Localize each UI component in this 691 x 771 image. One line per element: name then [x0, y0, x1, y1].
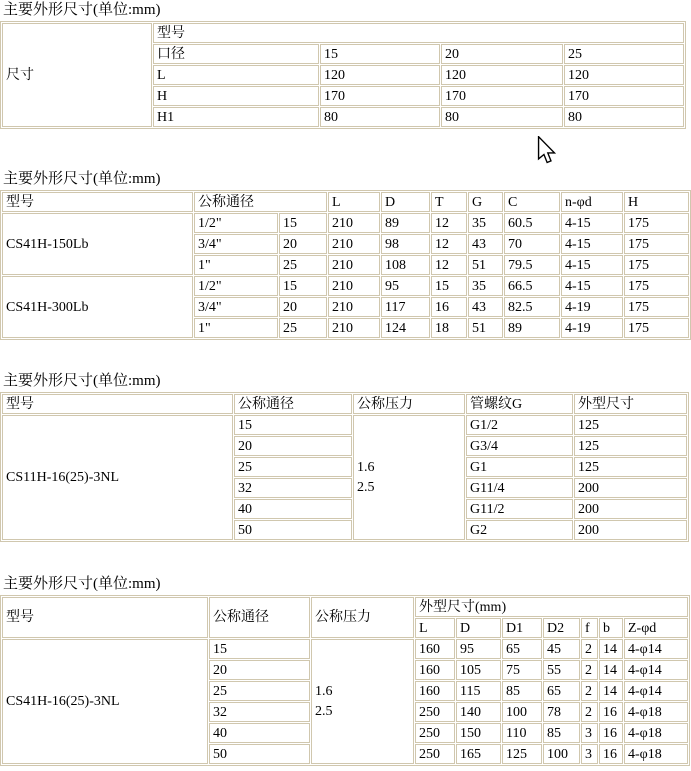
threaded-dimensions-table	[0, 392, 689, 542]
table-cell: 4-15	[561, 276, 623, 296]
column-header: 公称通径	[194, 192, 327, 212]
flanged-dimensions-table	[0, 595, 690, 766]
table-cell: 14	[599, 660, 623, 680]
table-cell: 40	[234, 499, 352, 519]
table-cell: 2	[581, 702, 598, 722]
table-cell: 15	[279, 213, 327, 233]
table-row	[2, 639, 688, 659]
table-cell: 250	[415, 744, 455, 764]
table-cell: 85	[502, 681, 542, 701]
column-header: D2	[543, 618, 580, 638]
model-cell: CS41H-300Lb	[2, 276, 193, 338]
table-cell: G3/4	[466, 436, 573, 456]
table-cell: 115	[456, 681, 501, 701]
table-cell: 250	[415, 723, 455, 743]
table-cell: 120	[320, 65, 440, 85]
table-cell: 20	[209, 660, 310, 680]
column-header: 型号	[2, 597, 208, 638]
table-cell: 210	[328, 276, 380, 296]
table-cell: 15	[279, 276, 327, 296]
arrow-cursor-icon	[539, 137, 555, 163]
table-cell: 15	[234, 415, 352, 435]
column-header: D1	[502, 618, 542, 638]
table-cell: 20	[279, 297, 327, 317]
table-cell: 14	[599, 681, 623, 701]
section-cs41h-lb-dimensions	[0, 171, 691, 340]
table-cell: 175	[624, 234, 689, 254]
table-cell: 210	[328, 297, 380, 317]
table-cell: 95	[456, 639, 501, 659]
table-cell: 3/4"	[194, 297, 278, 317]
column-header: C	[504, 192, 560, 212]
table-cell: 210	[328, 255, 380, 275]
column-header: Z-φd	[624, 618, 688, 638]
model-cell: CS41H-16(25)-3NL	[2, 639, 208, 764]
column-header: n-φd	[561, 192, 623, 212]
pressure-cell	[311, 639, 414, 764]
table-cell: 1/2"	[194, 213, 278, 233]
table-cell: 4-19	[561, 318, 623, 338]
table-cell: 4-φ14	[624, 660, 688, 680]
section-title: 主要外形尺寸(单位:mm)	[3, 2, 161, 18]
pressure-value: 2.5	[315, 703, 333, 719]
column-header: L	[415, 618, 455, 638]
table-cell: 89	[504, 318, 560, 338]
section-title: 主要外形尺寸(单位:mm)	[3, 373, 161, 389]
column-header: 外型尺寸	[574, 394, 687, 414]
table-cell: 25	[279, 318, 327, 338]
table-cell: 65	[543, 681, 580, 701]
column-header: 管螺纹G	[466, 394, 573, 414]
table-cell: 117	[381, 297, 430, 317]
table-cell: G11/4	[466, 478, 573, 498]
table-cell: 125	[574, 457, 687, 477]
table-cell: 170	[564, 86, 684, 106]
table-cell: 51	[468, 318, 503, 338]
table-cell: 125	[574, 436, 687, 456]
table-cell: 95	[381, 276, 430, 296]
pressure-value: 1.6	[315, 683, 333, 699]
table-header-row	[2, 192, 689, 212]
table-cell: G1/2	[466, 415, 573, 435]
table-cell: 175	[624, 297, 689, 317]
table-cell: 15	[209, 639, 310, 659]
pressure-value: 1.6	[357, 459, 375, 475]
mouse-cursor	[537, 136, 556, 165]
column-header: G	[468, 192, 503, 212]
table-cell: 2	[581, 681, 598, 701]
column-header-model: 型号	[153, 23, 684, 43]
table-cell: 2	[581, 660, 598, 680]
section-summary-dimensions	[0, 2, 691, 129]
section-title: 主要外形尺寸(单位:mm)	[3, 171, 161, 187]
table-cell: 20	[441, 44, 563, 64]
table-cell: 160	[415, 681, 455, 701]
table-cell: 4-φ14	[624, 639, 688, 659]
table-cell: 12	[431, 213, 467, 233]
table-cell: 175	[624, 255, 689, 275]
table-cell: 200	[574, 478, 687, 498]
table-cell: 250	[415, 702, 455, 722]
table-cell: 25	[209, 681, 310, 701]
dimensions-summary-table	[0, 21, 686, 129]
row-label: H1	[153, 107, 319, 127]
table-cell: 4-15	[561, 213, 623, 233]
table-cell: 170	[320, 86, 440, 106]
model-cell: CS11H-16(25)-3NL	[2, 415, 233, 540]
table-cell: 55	[543, 660, 580, 680]
table-cell: 14	[599, 639, 623, 659]
table-cell: 175	[624, 213, 689, 233]
table-cell: 12	[431, 234, 467, 254]
column-header: 公称压力	[311, 597, 414, 638]
table-cell: 4-15	[561, 234, 623, 254]
table-cell: 105	[456, 660, 501, 680]
table-cell: 210	[328, 213, 380, 233]
column-header: H	[624, 192, 689, 212]
table-cell: 35	[468, 276, 503, 296]
table-cell: 120	[564, 65, 684, 85]
table-cell: 66.5	[504, 276, 560, 296]
table-cell: 160	[415, 639, 455, 659]
section-title: 主要外形尺寸(单位:mm)	[3, 576, 161, 592]
table-cell: 108	[381, 255, 430, 275]
table-cell: 100	[502, 702, 542, 722]
table-cell: 85	[543, 723, 580, 743]
column-header: L	[328, 192, 380, 212]
table-cell: 80	[441, 107, 563, 127]
table-cell: 18	[431, 318, 467, 338]
column-header-group: 外型尺寸(mm)	[415, 597, 688, 617]
table-cell: 80	[320, 107, 440, 127]
column-header: T	[431, 192, 467, 212]
table-cell: G2	[466, 520, 573, 540]
column-header: 型号	[2, 192, 193, 212]
table-row	[2, 213, 689, 233]
table-header-row	[2, 394, 687, 414]
table-cell: 170	[441, 86, 563, 106]
column-header: b	[599, 618, 623, 638]
table-cell: 140	[456, 702, 501, 722]
table-cell: 75	[502, 660, 542, 680]
table-cell: 2	[581, 639, 598, 659]
table-cell: 125	[574, 415, 687, 435]
table-cell: 89	[381, 213, 430, 233]
table-cell: 60.5	[504, 213, 560, 233]
table-cell: 25	[279, 255, 327, 275]
column-header: 公称通径	[234, 394, 352, 414]
table-cell: 210	[328, 234, 380, 254]
table-cell: 4-φ18	[624, 744, 688, 764]
table-cell: 20	[234, 436, 352, 456]
table-cell: 40	[209, 723, 310, 743]
table-cell: 3	[581, 723, 598, 743]
table-cell: 20	[279, 234, 327, 254]
model-dimensions-table	[0, 190, 691, 340]
table-cell: 120	[441, 65, 563, 85]
section-cs11h-dimensions	[0, 373, 691, 542]
table-cell: 160	[415, 660, 455, 680]
table-cell: 175	[624, 318, 689, 338]
table-cell: 80	[564, 107, 684, 127]
table-cell: 25	[234, 457, 352, 477]
table-cell: 1"	[194, 318, 278, 338]
table-cell: 4-15	[561, 255, 623, 275]
column-header: f	[581, 618, 598, 638]
table-cell: 200	[574, 499, 687, 519]
table-cell: 110	[502, 723, 542, 743]
table-cell: 35	[468, 213, 503, 233]
table-cell: 51	[468, 255, 503, 275]
row-label: H	[153, 86, 319, 106]
table-cell: 100	[543, 744, 580, 764]
table-cell: 150	[456, 723, 501, 743]
table-cell: 25	[564, 44, 684, 64]
table-cell: 32	[209, 702, 310, 722]
table-header-row	[2, 597, 688, 617]
table-cell: 15	[320, 44, 440, 64]
table-cell: 124	[381, 318, 430, 338]
table-cell: 98	[381, 234, 430, 254]
table-row	[2, 415, 687, 435]
table-cell: 165	[456, 744, 501, 764]
table-cell: 50	[209, 744, 310, 764]
table-cell: G11/2	[466, 499, 573, 519]
table-cell: 78	[543, 702, 580, 722]
table-cell: 210	[328, 318, 380, 338]
table-row	[2, 276, 689, 296]
table-cell: 45	[543, 639, 580, 659]
column-header: D	[456, 618, 501, 638]
table-cell: 16	[599, 723, 623, 743]
table-cell: G1	[466, 457, 573, 477]
table-cell: 70	[504, 234, 560, 254]
model-cell: CS41H-150Lb	[2, 213, 193, 275]
table-cell: 1"	[194, 255, 278, 275]
table-cell: 4-φ14	[624, 681, 688, 701]
table-cell: 15	[431, 276, 467, 296]
table-cell: 82.5	[504, 297, 560, 317]
column-header: 公称通径	[209, 597, 310, 638]
pressure-value: 2.5	[357, 479, 375, 495]
table-cell: 125	[502, 744, 542, 764]
table-cell: 16	[431, 297, 467, 317]
table-cell: 12	[431, 255, 467, 275]
section-cs41h-dimensions	[0, 576, 691, 766]
row-label: L	[153, 65, 319, 85]
table-row	[2, 23, 684, 43]
table-cell: 200	[574, 520, 687, 540]
table-cell: 4-φ18	[624, 702, 688, 722]
table-cell: 3	[581, 744, 598, 764]
row-group-header: 尺寸	[2, 23, 152, 127]
table-cell: 32	[234, 478, 352, 498]
column-header: 型号	[2, 394, 233, 414]
column-header: D	[381, 192, 430, 212]
table-cell: 65	[502, 639, 542, 659]
table-cell: 79.5	[504, 255, 560, 275]
column-header: 公称压力	[353, 394, 465, 414]
pressure-cell	[353, 415, 465, 540]
row-label: 口径	[153, 44, 319, 64]
table-cell: 3/4"	[194, 234, 278, 254]
table-cell: 43	[468, 297, 503, 317]
table-cell: 1/2"	[194, 276, 278, 296]
table-cell: 16	[599, 702, 623, 722]
table-cell: 43	[468, 234, 503, 254]
table-cell: 4-φ18	[624, 723, 688, 743]
table-cell: 175	[624, 276, 689, 296]
table-cell: 16	[599, 744, 623, 764]
table-cell: 50	[234, 520, 352, 540]
table-cell: 4-19	[561, 297, 623, 317]
